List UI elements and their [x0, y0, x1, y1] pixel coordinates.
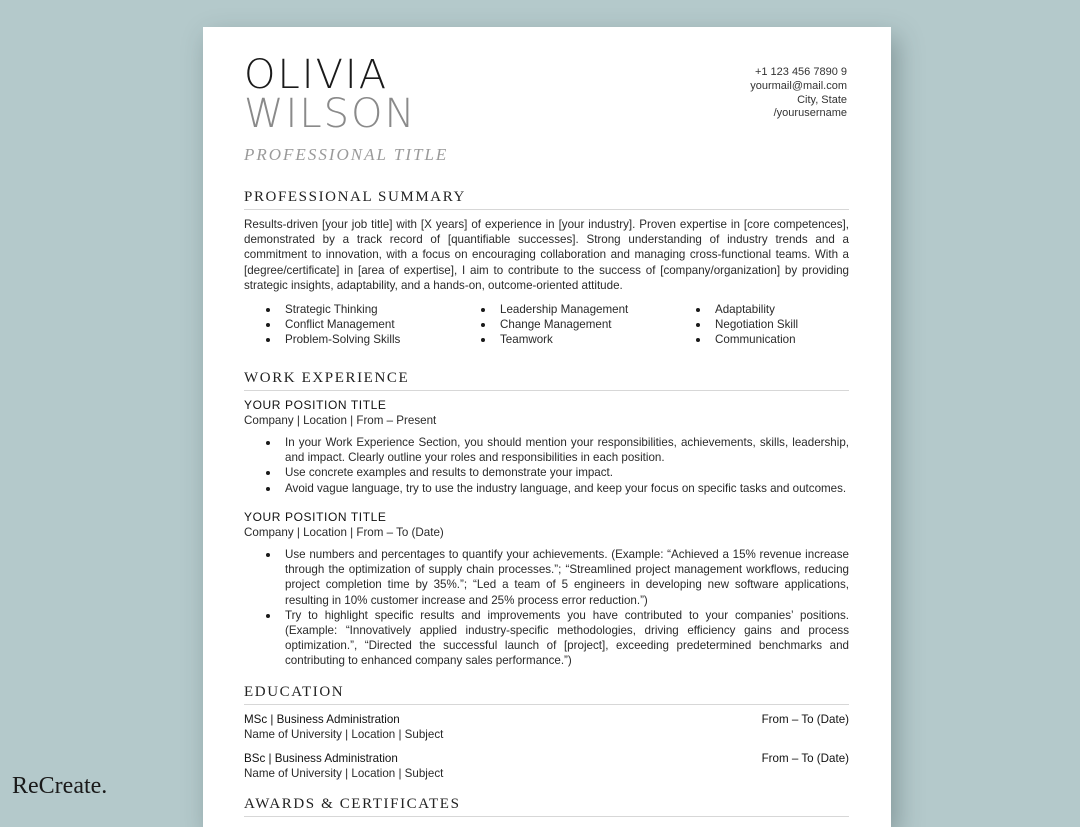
- job-bullet: Use numbers and percentages to quantify your achievements. (Example: “Achieved a 15% revenue increase through the optimization of supply chain processes.”; “Streamlined project management workflows, reducing project completion time by 35%.”; “Led a team of 5 engineers in developing new software applications, resulting in 10% customer increase and 25% process error reduction.”): [266, 547, 849, 608]
- degree: BSc | Business Administration: [244, 752, 398, 765]
- skill-item: Conflict Management: [266, 317, 481, 332]
- skill-item: Teamwork: [481, 332, 696, 347]
- skills-column: [266, 302, 481, 348]
- summary-text: Results-driven [your job title] with [X years] of experience in [your industry]. Proven expertise in [core competences], demonstrated by a track record of [quantifiable successes]. Strong understanding of industry trends and a commitment to innovation, with a focus on encouraging collaboration and managing cross-functional teams. With a [degree/certificate] in [area of expertise], I aim to contribute to the success of [company/organization] by providing strategic insights, adaptability, and a hands-on, outcome-oriented attitude.: [244, 218, 849, 292]
- job-entry: [244, 510, 849, 669]
- skills-grid: [266, 302, 849, 348]
- job-meta: Company | Location | From – Present: [244, 414, 437, 427]
- degree-dates: From – To (Date): [761, 752, 849, 765]
- awards-heading: AWARDS & CERTIFICATES: [244, 796, 849, 817]
- job-title: YOUR POSITION TITLE: [244, 398, 387, 412]
- job-bullet: Avoid vague language, try to use the industry language, and keep your focus on specific tasks and outcomes.: [266, 481, 849, 496]
- first-name: OLIVIA: [244, 52, 389, 98]
- skill-item: Negotiation Skill: [696, 317, 846, 332]
- experience-heading: WORK EXPERIENCE: [244, 370, 849, 391]
- phone: +1 123 456 7890 9: [754, 66, 847, 78]
- last-name: WILSON: [244, 91, 417, 137]
- username: /yourusername: [773, 107, 847, 120]
- job-title: YOUR POSITION TITLE: [244, 510, 387, 524]
- job-bullets: [244, 435, 849, 496]
- education-entry: [244, 751, 849, 781]
- resume-page: [203, 27, 891, 827]
- skills-column: [696, 302, 846, 348]
- school: Name of University | Location | Subject: [244, 728, 444, 741]
- degree: MSc | Business Administration: [244, 713, 400, 726]
- skill-item: Change Management: [481, 317, 696, 332]
- summary-heading: PROFESSIONAL SUMMARY: [244, 189, 849, 210]
- job-bullet: Try to highlight specific results and improvements you have contributed to your companies’ positions. (Example: “Innovatively applied industry-specific methodologies, driving efficiency gains and process optimization.”, “Directed the successful launch of [project], exceeding predetermined benchmarks and contributing to enhanced company sales performance.”): [266, 608, 849, 669]
- school: Name of University | Location | Subject: [244, 767, 444, 780]
- contact-block: [750, 66, 847, 121]
- job-bullet: In your Work Experience Section, you should mention your responsibilities, achievements, skills, leadership, and impact. Clearly outline your roles and responsibilities in each position.: [266, 435, 849, 465]
- job-bullet: Use concrete examples and results to demonstrate your impact.: [266, 465, 849, 480]
- skill-item: Adaptability: [696, 302, 846, 317]
- degree-dates: From – To (Date): [761, 713, 849, 726]
- education-heading: EDUCATION: [244, 684, 849, 705]
- skill-item: Leadership Management: [481, 302, 696, 317]
- email: yourmail@mail.com: [750, 79, 847, 92]
- skill-item: Problem-Solving Skills: [266, 332, 481, 347]
- education-entry: [244, 712, 849, 742]
- job-bullets: [244, 547, 849, 669]
- job-entry: [244, 398, 849, 496]
- skill-item: Strategic Thinking: [266, 302, 481, 317]
- professional-title: PROFESSIONAL TITLE: [244, 145, 449, 164]
- skills-column: [481, 302, 696, 348]
- location: City, State: [797, 93, 847, 106]
- brand-logo-text: ReCreate.: [12, 773, 108, 799]
- skill-item: Communication: [696, 332, 846, 347]
- job-meta: Company | Location | From – To (Date): [244, 526, 444, 539]
